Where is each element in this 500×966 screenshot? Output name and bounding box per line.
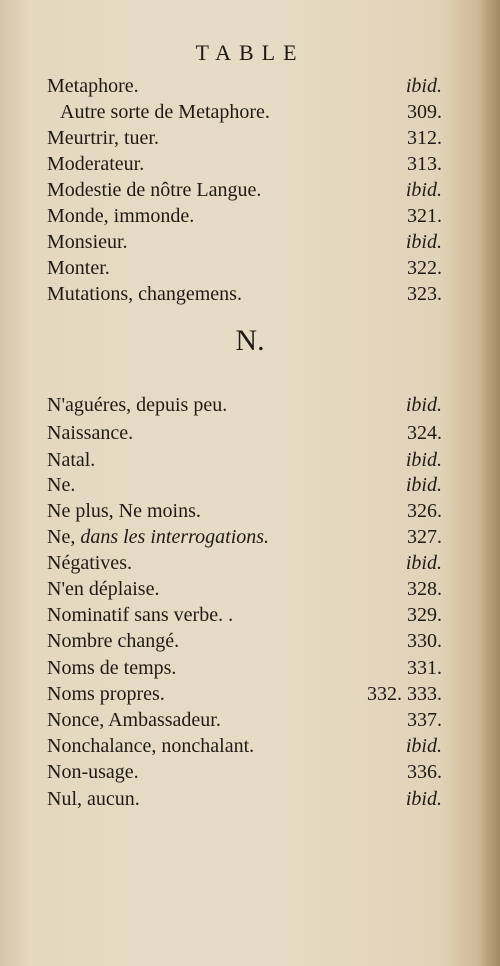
entry-term: Nombre changé. bbox=[47, 630, 180, 652]
entry-term: Monsieur. bbox=[47, 231, 128, 253]
index-entry bbox=[0, 707, 500, 733]
entry-page: 336. bbox=[407, 761, 442, 783]
entry-page: ibid. bbox=[405, 735, 442, 757]
entry-term: Naissance. bbox=[47, 422, 134, 444]
index-entry bbox=[0, 255, 500, 281]
entry-page: 330. bbox=[407, 630, 442, 652]
page-edge-shadow bbox=[478, 0, 500, 966]
entry-page: 337. bbox=[407, 709, 442, 731]
entry-page: ibid. bbox=[405, 75, 442, 97]
index-entry bbox=[0, 420, 500, 446]
entry-term: N'en déplaise. bbox=[47, 578, 160, 600]
index-entry bbox=[0, 151, 500, 177]
entry-page: 332. 333. bbox=[367, 683, 442, 705]
entry-page: ibid. bbox=[405, 788, 442, 810]
entry-term: Natal. bbox=[47, 449, 96, 471]
entry-term: Autre sorte de Metaphore. bbox=[60, 101, 270, 123]
entry-page: 327. bbox=[407, 526, 442, 548]
entry-page: 313. bbox=[407, 153, 442, 175]
entry-page: ibid. bbox=[405, 231, 442, 253]
entry-page: 331. bbox=[407, 657, 442, 679]
entry-term: Nonce, Ambassadeur. bbox=[47, 709, 221, 731]
entry-page: 321. bbox=[407, 205, 442, 227]
index-entry bbox=[0, 447, 500, 473]
entry-term: Noms de temps. bbox=[47, 657, 177, 679]
entry-term: Nonchalance, nonchalant. bbox=[47, 735, 255, 757]
entry-page: ibid. bbox=[405, 474, 442, 496]
index-entry bbox=[0, 229, 500, 255]
entry-page: 328. bbox=[407, 578, 442, 600]
entry-page: 309. bbox=[407, 101, 442, 123]
entry-page: 322. bbox=[407, 257, 442, 279]
entry-page: ibid. bbox=[405, 552, 442, 574]
index-entry bbox=[0, 73, 500, 99]
entry-page: ibid. bbox=[405, 449, 442, 471]
page-header: TABLE bbox=[195, 40, 305, 65]
index-entry bbox=[0, 733, 500, 759]
entry-term: Meurtrir, tuer. bbox=[47, 127, 159, 149]
entry-term: Noms propres. bbox=[47, 683, 165, 705]
index-entry bbox=[0, 203, 500, 229]
entry-page: ibid. bbox=[405, 394, 442, 416]
entry-term-prefix: Ne, bbox=[47, 526, 81, 548]
entry-term: Monter. bbox=[47, 257, 110, 279]
index-entry bbox=[0, 655, 500, 681]
entry-term: Nominatif sans verbe. . bbox=[47, 604, 234, 626]
entry-term: N'aguéres, depuis peu. bbox=[47, 394, 228, 416]
entry-term: Négatives. bbox=[47, 552, 132, 574]
entry-page: 312. bbox=[407, 127, 442, 149]
index-entry bbox=[0, 472, 500, 498]
entry-page: 323. bbox=[407, 283, 442, 305]
index-entry bbox=[0, 681, 500, 707]
index-entry bbox=[0, 177, 500, 203]
index-entry bbox=[0, 392, 500, 418]
index-entry bbox=[0, 498, 500, 524]
section-letter: N. bbox=[235, 324, 265, 357]
entry-term: Modestie de nôtre Langue. bbox=[47, 179, 262, 201]
index-entry bbox=[0, 550, 500, 576]
index-entry bbox=[0, 602, 500, 628]
entry-term: Non-usage. bbox=[47, 761, 139, 783]
entry-term: Monde, immonde. bbox=[47, 205, 195, 227]
index-entry bbox=[0, 576, 500, 602]
entry-page: 324. bbox=[407, 422, 442, 444]
index-entry bbox=[0, 524, 500, 550]
entry-term: Metaphore. bbox=[47, 75, 139, 97]
index-entry bbox=[0, 99, 500, 125]
entry-term: Ne plus, Ne moins. bbox=[47, 500, 201, 522]
index-entry bbox=[0, 786, 500, 812]
entry-term: Nul, aucun. bbox=[47, 788, 140, 810]
index-entry bbox=[0, 759, 500, 785]
entry-page: ibid. bbox=[405, 179, 442, 201]
entry-term: Mutations, changemens. bbox=[47, 283, 242, 305]
entry-page: 326. bbox=[407, 500, 442, 522]
index-entry bbox=[0, 125, 500, 151]
index-entry bbox=[0, 281, 500, 307]
index-entry bbox=[0, 628, 500, 654]
entry-term-italic: dans les interrogations. bbox=[80, 526, 270, 548]
entry-term: Ne. bbox=[47, 474, 76, 496]
entry-page: 329. bbox=[407, 604, 442, 626]
entry-term: Moderateur. bbox=[47, 153, 145, 175]
entry-term bbox=[47, 524, 269, 550]
